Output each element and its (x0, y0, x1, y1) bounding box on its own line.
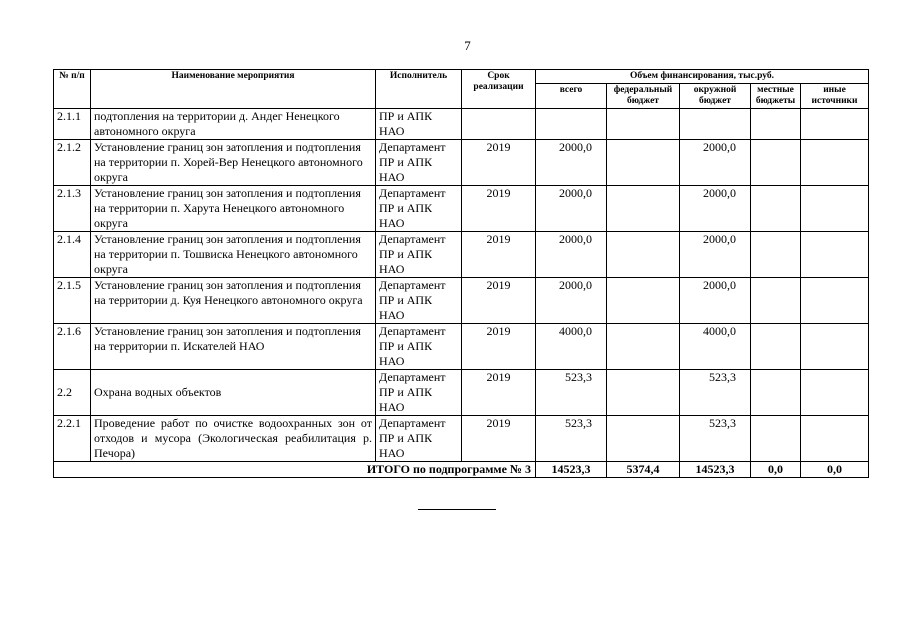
row-executor: Департамент ПР и АПК НАО (376, 140, 462, 186)
row-num: 2.1.2 (54, 140, 91, 186)
row-federal (607, 232, 680, 278)
table-row (54, 232, 869, 278)
row-term: 2019 (462, 232, 536, 278)
row-executor: Департамент ПР и АПК НАО (376, 186, 462, 232)
row-term: 2019 (462, 370, 536, 416)
table-row (54, 278, 869, 324)
row-other (801, 324, 869, 370)
row-num: 2.1.6 (54, 324, 91, 370)
row-num: 2.1.4 (54, 232, 91, 278)
header-num: № п/п (54, 70, 91, 109)
row-local (751, 324, 801, 370)
total-district: 14523,3 (680, 462, 751, 478)
page-number: 7 (464, 38, 471, 53)
row-name: Охрана водных объектов (91, 370, 376, 416)
row-federal (607, 324, 680, 370)
row-federal (607, 109, 680, 140)
row-total (536, 109, 607, 140)
row-total: 2000,0 (536, 232, 607, 278)
row-num: 2.2 (54, 370, 91, 416)
row-name: Установление границ зон затопления и подтопления на территории п. Искателей НАО (91, 324, 376, 370)
row-local (751, 140, 801, 186)
table-row (54, 324, 869, 370)
row-federal (607, 278, 680, 324)
row-federal (607, 370, 680, 416)
row-district: 2000,0 (680, 278, 751, 324)
row-other (801, 232, 869, 278)
table-row (54, 186, 869, 232)
row-term: 2019 (462, 278, 536, 324)
row-term: 2019 (462, 416, 536, 462)
row-other (801, 140, 869, 186)
row-num: 2.2.1 (54, 416, 91, 462)
row-total: 2000,0 (536, 186, 607, 232)
row-district (680, 109, 751, 140)
table-row (54, 109, 869, 140)
row-total: 523,3 (536, 370, 607, 416)
table-row (54, 416, 869, 462)
header-other: иные источники (801, 84, 869, 109)
row-name: Установление границ зон затопления и подтопления на территории п. Хорей-Вер Ненецкого автономного округа (91, 140, 376, 186)
row-num: 2.1.1 (54, 109, 91, 140)
row-name: Установление границ зон затопления и подтопления на территории п. Тошвиска Ненецкого автономного округа (91, 232, 376, 278)
row-num: 2.1.3 (54, 186, 91, 232)
header-executor: Исполнитель (376, 70, 462, 109)
header-local: местные бюджеты (751, 84, 801, 109)
row-district: 2000,0 (680, 186, 751, 232)
table-row (54, 140, 869, 186)
row-total: 2000,0 (536, 140, 607, 186)
header-term: Срок реализации (462, 70, 536, 109)
header-financing: Объем финансирования, тыс.руб. (536, 70, 869, 84)
row-name: Установление границ зон затопления и подтопления на территории п. Харута Ненецкого автономного округа (91, 186, 376, 232)
row-federal (607, 140, 680, 186)
row-executor: Департамент ПР и АПК НАО (376, 232, 462, 278)
row-other (801, 416, 869, 462)
row-other (801, 186, 869, 232)
row-local (751, 278, 801, 324)
row-local (751, 232, 801, 278)
row-local (751, 109, 801, 140)
row-executor: Департамент ПР и АПК НАО (376, 370, 462, 416)
row-term: 2019 (462, 140, 536, 186)
row-local (751, 370, 801, 416)
row-executor: Департамент ПР и АПК НАО (376, 324, 462, 370)
row-term (462, 109, 536, 140)
row-district: 523,3 (680, 370, 751, 416)
header-name: Наименование мероприятия (91, 70, 376, 109)
row-other (801, 278, 869, 324)
row-executor: ПР и АПК НАО (376, 109, 462, 140)
row-term: 2019 (462, 324, 536, 370)
row-district: 4000,0 (680, 324, 751, 370)
total-row (54, 462, 869, 478)
header-total: всего (536, 84, 607, 109)
end-of-document-rule (418, 509, 496, 510)
row-local (751, 416, 801, 462)
header-federal: федеральный бюджет (607, 84, 680, 109)
total-other: 0,0 (801, 462, 869, 478)
row-district: 2000,0 (680, 140, 751, 186)
row-district: 2000,0 (680, 232, 751, 278)
row-local (751, 186, 801, 232)
financing-table (53, 69, 869, 478)
row-federal (607, 416, 680, 462)
table-row (54, 370, 869, 416)
row-term: 2019 (462, 186, 536, 232)
row-total: 2000,0 (536, 278, 607, 324)
row-federal (607, 186, 680, 232)
total-label: ИТОГО по подпрограмме № 3 (54, 462, 536, 478)
row-name: Проведение работ по очистке водоохранных зон от отходов и мусора (Экологическая реабилитация р. Печора) (91, 416, 376, 462)
row-total: 523,3 (536, 416, 607, 462)
row-executor: Департамент ПР и АПК НАО (376, 278, 462, 324)
header-district: окружной бюджет (680, 84, 751, 109)
row-name: Установление границ зон затопления и подтопления на территории д. Куя Ненецкого автономного округа (91, 278, 376, 324)
row-other (801, 370, 869, 416)
row-num: 2.1.5 (54, 278, 91, 324)
total-all: 14523,3 (536, 462, 607, 478)
total-local: 0,0 (751, 462, 801, 478)
row-other (801, 109, 869, 140)
total-federal: 5374,4 (607, 462, 680, 478)
row-total: 4000,0 (536, 324, 607, 370)
row-executor: Департамент ПР и АПК НАО (376, 416, 462, 462)
row-name: подтопления на территории д. Андег Ненецкого автономного округа (91, 109, 376, 140)
row-district: 523,3 (680, 416, 751, 462)
